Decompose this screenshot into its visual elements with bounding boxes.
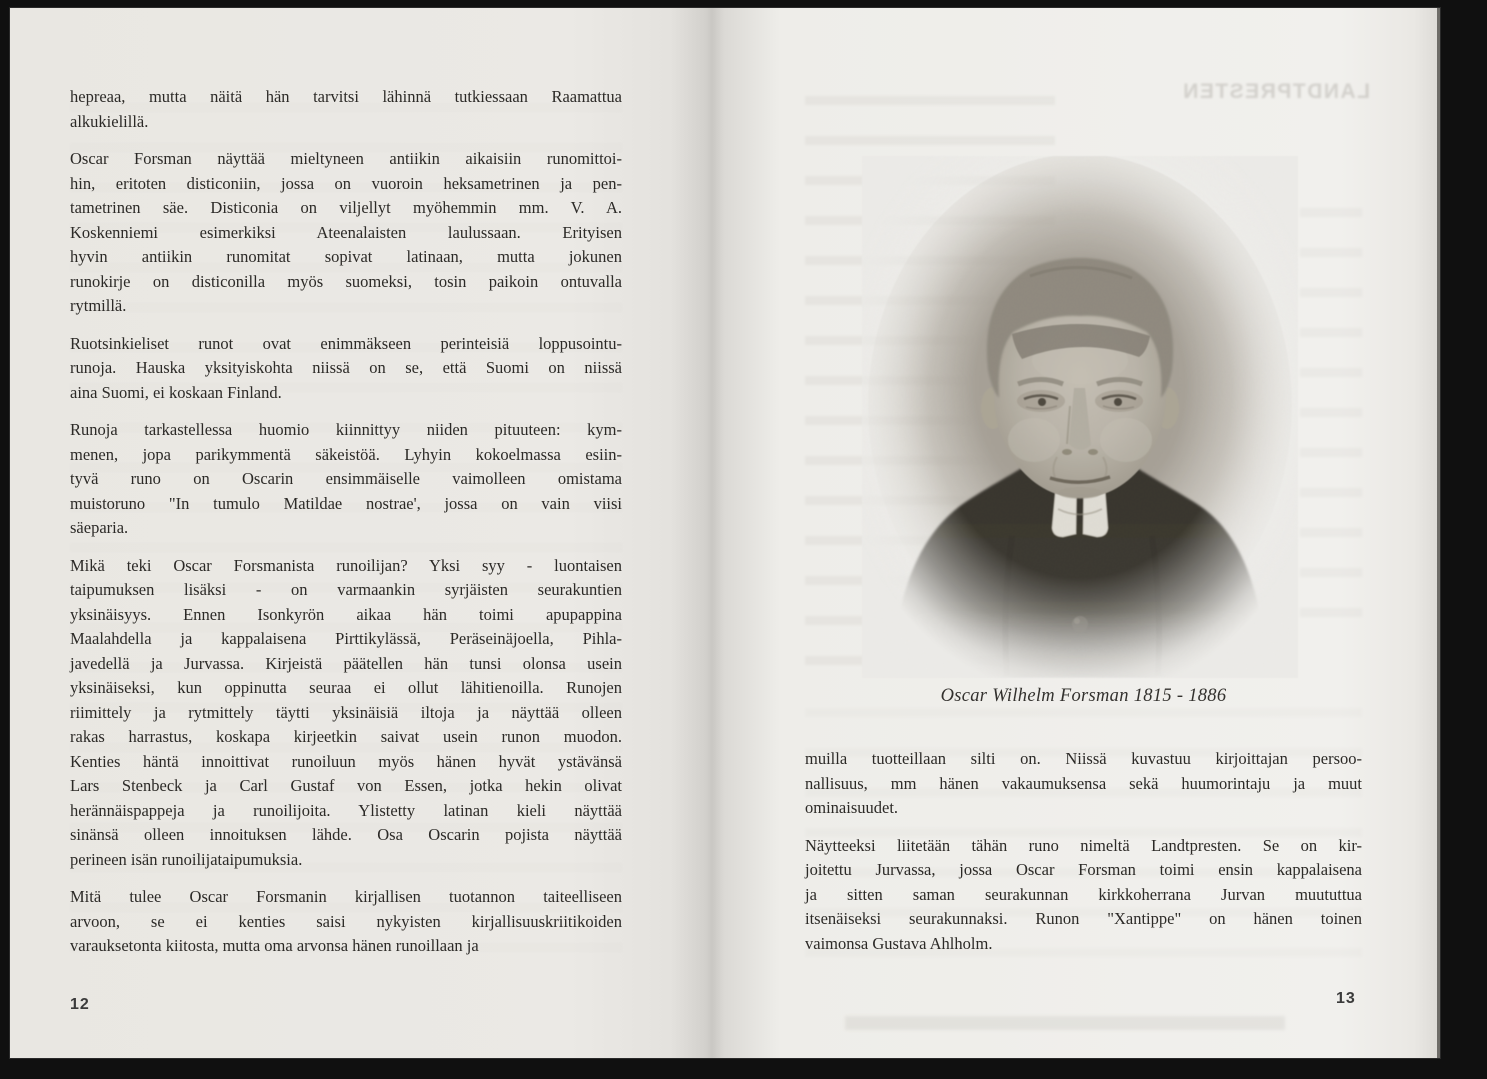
text-line: tyvä runo on Oscarin ensimmäiselle vaimolleen omistama — [70, 469, 622, 488]
paragraph — [70, 147, 622, 319]
text-line: hepreaa, mutta näitä hän tarvitsi lähinnä tutkiessaan Raamattua — [70, 87, 622, 106]
page-number-left: 12 — [70, 996, 90, 1013]
text-line: tametrinen säe. Disticonia on viljellyt myöhemmin mm. V. A. — [70, 198, 622, 217]
text-line: vaimonsa Gustava Ahlholm. — [805, 933, 993, 953]
text-line: Maalahdella ja kappalaisena Pirttikylässä, Peräseinäjoella, Pihla- — [70, 629, 622, 648]
paragraph — [70, 418, 622, 541]
portrait-image — [862, 156, 1298, 678]
text-line: ja sitten saman seurakunnan kirkkoherrana Jurvan muututtua — [805, 884, 1362, 904]
text-line: ominaisuudet. — [805, 798, 899, 817]
text-line: hyvin antiikin runomitat sopivat latinaan, mutta jokunen — [70, 247, 622, 266]
text-line: alkukielillä. — [70, 111, 149, 131]
text-line: rakas harrastus, koskapa kirjeetkin saivat usein runon muodon. — [70, 727, 622, 746]
text-line: aina Suomi, ei koskaan Finland. — [70, 382, 282, 402]
text-line: menen, jopa parikymmentä säkeistöä. Lyhyin kokoelmassa esiin- — [70, 444, 622, 464]
text-line: nallisuus, mm hänen vakaumuksensa sekä huumorintaju ja muut — [805, 773, 1362, 793]
text-line: javedellä ja Jurvassa. Kirjeistä päätellen hän tunsi olonsa usein — [70, 653, 622, 673]
text-line: taipumuksen lisäksi - on varmaankin syrjäisten seurakuntien — [70, 580, 622, 599]
text-line: joitettu Jurvassa, jossa Oscar Forsman toimi ensin kappalaisena — [805, 860, 1362, 879]
right-page-text-column — [805, 747, 1362, 956]
text-line: rytmillä. — [70, 296, 127, 315]
text-line: yksinäisyys. Ennen Isonkyrön aikaa hän toimi apupappina — [70, 604, 622, 624]
paragraph — [805, 747, 1362, 821]
paragraph — [70, 554, 622, 873]
text-line: arvoon, se ei kenties saisi nykyisten kirjallisuuskriitikoiden — [70, 911, 622, 931]
text-line: herännäispappeja ja runoilijoita. Ylistetty latinan kieli näyttää — [70, 800, 622, 820]
text-line: Lars Stenbeck ja Carl Gustaf von Essen, jotka hekin olivat — [70, 776, 622, 795]
text-line: säeparia. — [70, 518, 129, 537]
portrait-caption: Oscar Wilhelm Forsman 1815 - 1886 — [940, 686, 1227, 706]
bleedthrough-texture-right-side — [1300, 208, 1362, 638]
text-line: riimittely ja rytmittely täytti yksinäisiä iltoja ja näyttää olleen — [70, 702, 622, 722]
text-line: runoja. Hauska yksityiskohta niissä on se, että Suomi on niissä — [70, 358, 622, 377]
text-line: muilla tuotteillaan silti on. Niissä kuvastuu kirjoittajan persoo- — [805, 749, 1362, 768]
text-line: hin, eritoten disticoniin, jossa on vuoroin heksametrinen ja pen- — [70, 173, 622, 193]
bleedthrough-line — [805, 1016, 1362, 1030]
text-line: varauksetonta kiitosta, mutta oma arvonsa hänen runoillaan ja — [70, 936, 479, 955]
paragraph — [70, 85, 622, 134]
text-line: Mikä teki Oscar Forsmanista runoilijan? Yksi syy - luontaisen — [70, 555, 622, 575]
text-line: Runoja tarkastellessa huomio kiinnittyy niiden pituuteen: kym- — [70, 420, 622, 439]
left-page-text-column — [70, 85, 622, 959]
text-line: Oscar Forsman näyttää mieltyneen antiikin aikaisiin runomittoi- — [70, 149, 622, 168]
text-line: muistoruno "In tumulo Matildae nostrae', jossa on vain viisi — [70, 493, 622, 513]
text-line: Näytteeksi liitetään tähän runo nimeltä Landtpresten. Se on kir- — [805, 835, 1362, 855]
text-line: perineen isän runoilijataipumuksia. — [70, 849, 303, 869]
text-line: Kenties häntä innoittivat runoiluun myös hänen hyvät ystävänsä — [70, 751, 622, 771]
text-line: Koskenniemi esimerkiksi Ateenalaisten laulussaan. Erityisen — [70, 222, 622, 242]
text-line: runokirje on disticonilla myös suomeksi, tosin paikoin ontuvalla — [70, 271, 622, 291]
book-pages — [10, 8, 1440, 1058]
text-line: sinänsä olleen innoituksen lähde. Osa Oscarin pojista näyttää — [70, 825, 622, 844]
text-line: itsenäiseksi seurakunnaksi. Runon "Xantippe" on hänen toinen — [805, 909, 1362, 928]
text-line: yksinäiseksi, kun oppinutta seuraa ei ollut lähitienoilla. Runojen — [70, 678, 622, 697]
paragraph — [805, 834, 1362, 957]
paragraph — [70, 885, 622, 959]
text-line: Ruotsinkieliset runot ovat enimmäkseen perinteisiä loppusointu- — [70, 333, 622, 353]
text-line: Mitä tulee Oscar Forsmanin kirjallisen tuotannon taiteelliseen — [70, 887, 622, 906]
page-number-right: 13 — [1336, 990, 1356, 1007]
bleedthrough-mirrored-title: LANDTPRESTEN — [1181, 80, 1370, 103]
paragraph — [70, 332, 622, 406]
